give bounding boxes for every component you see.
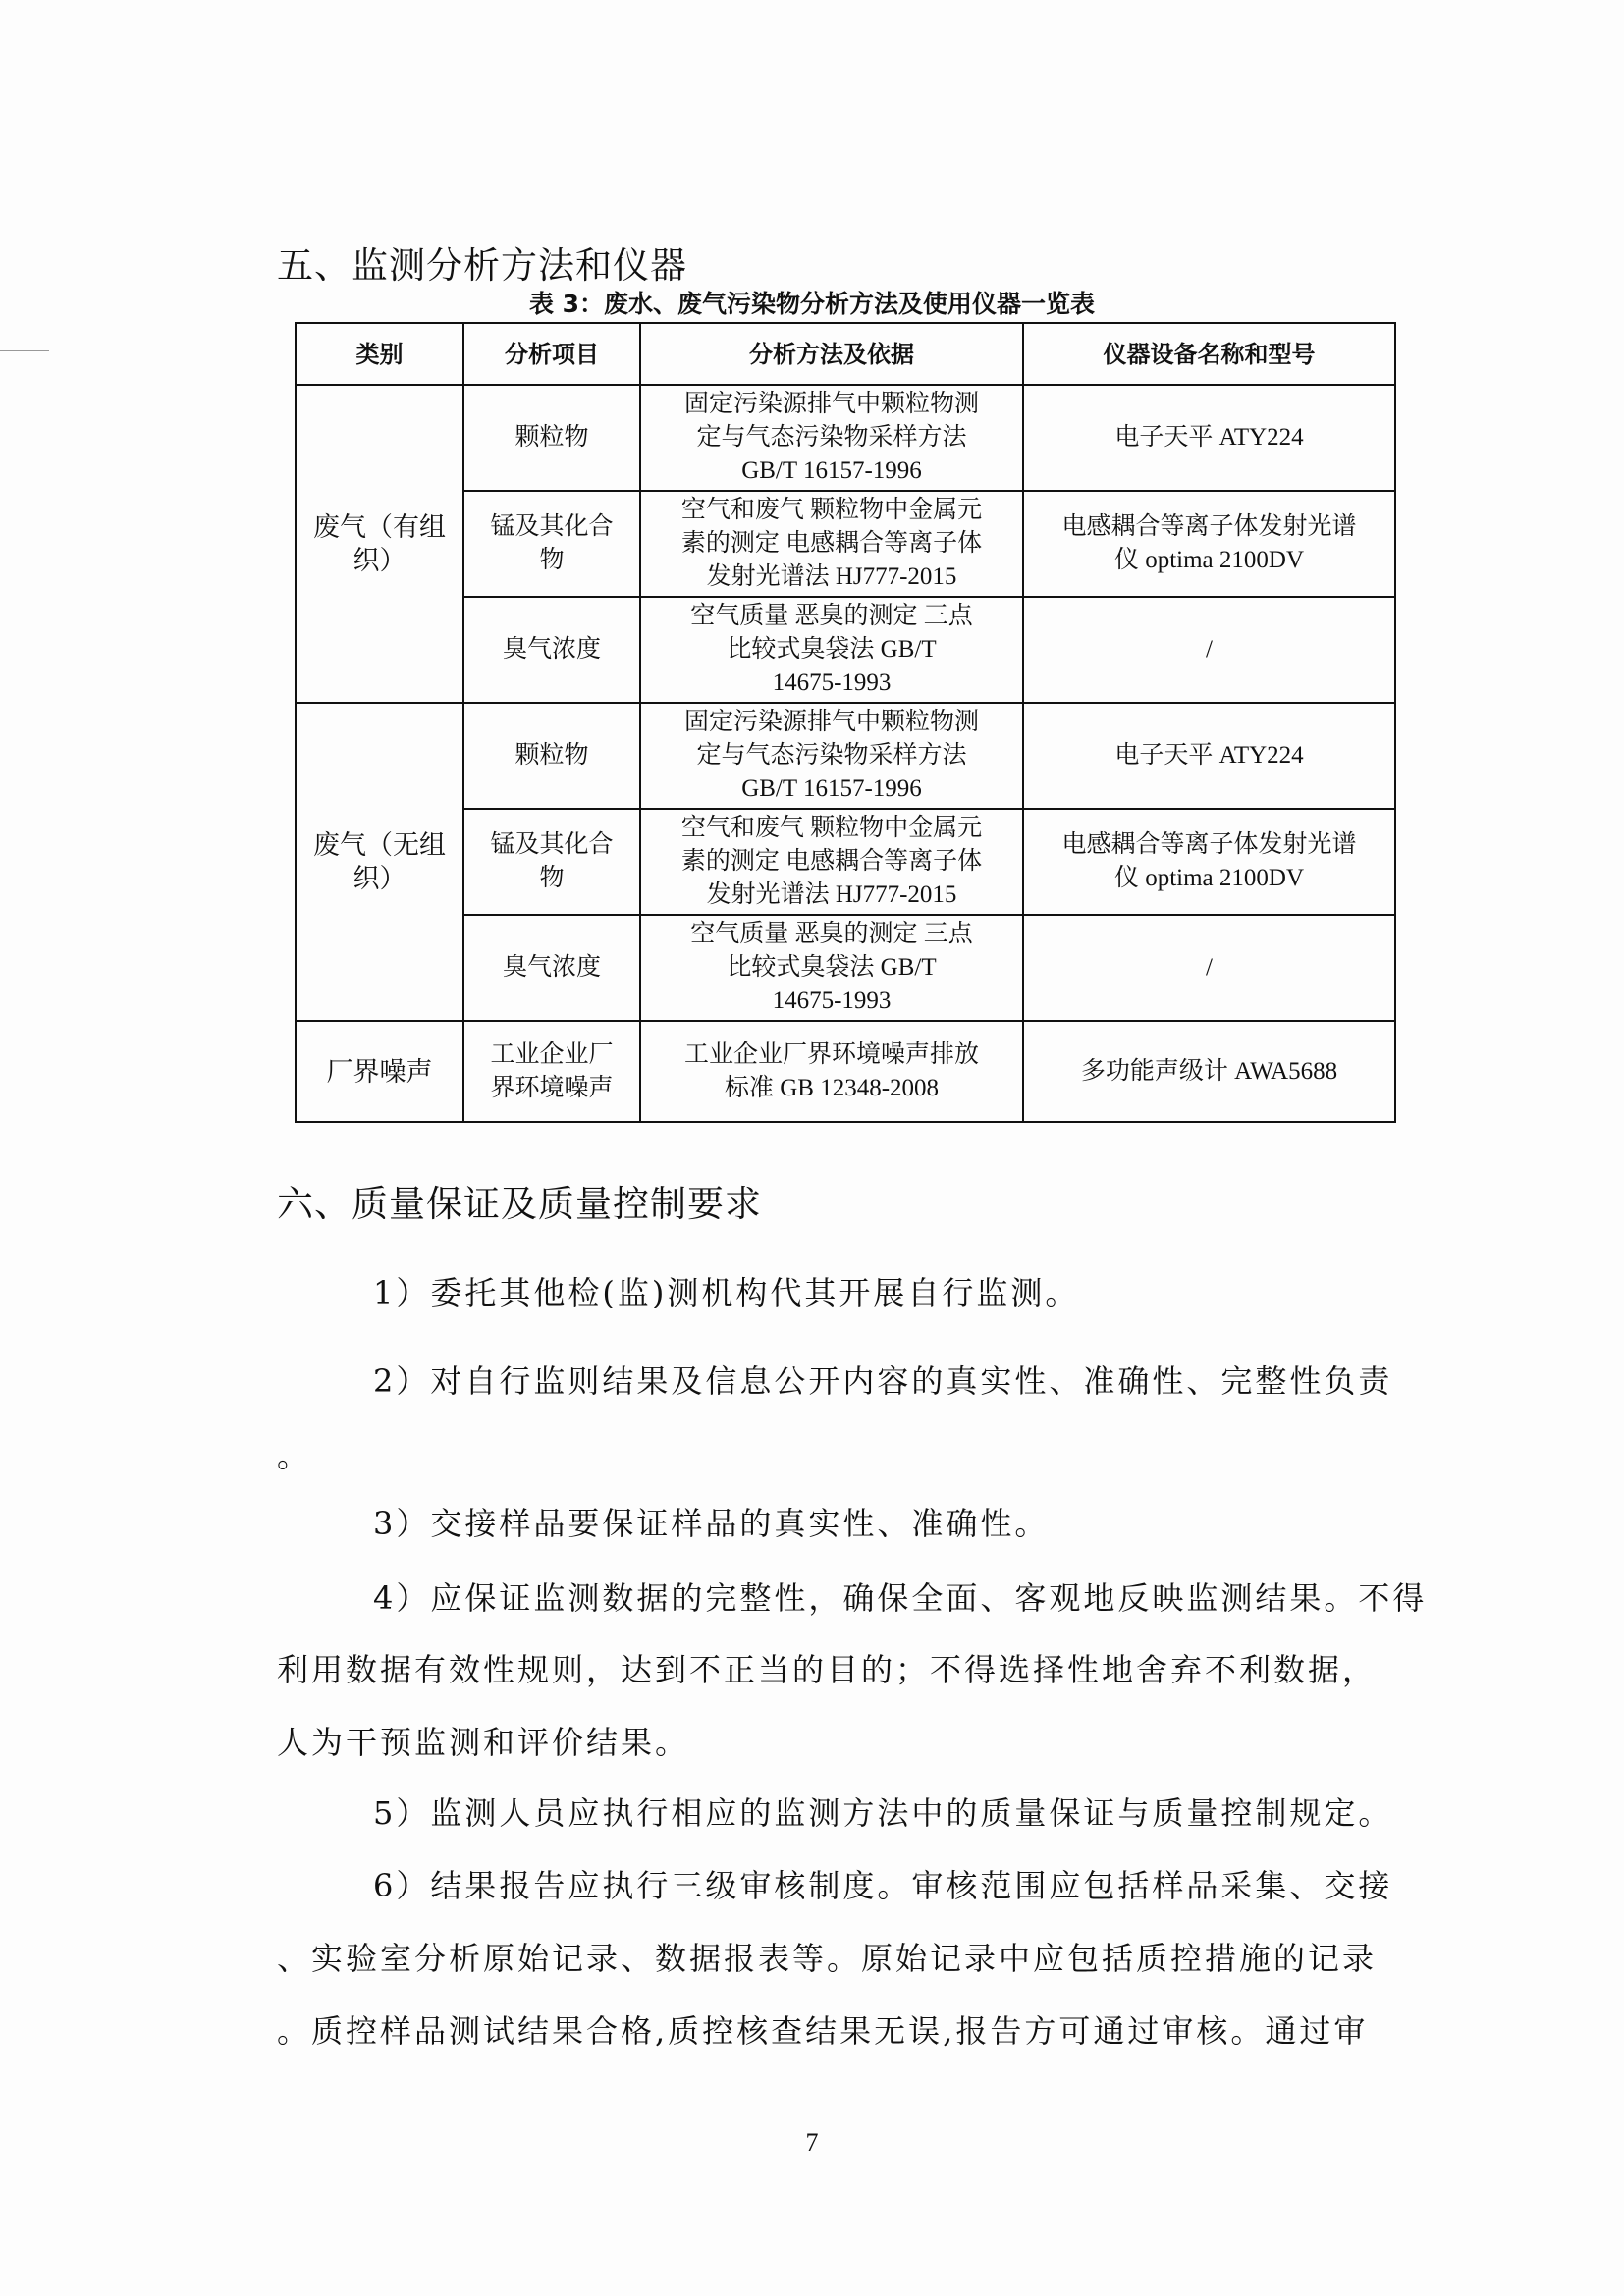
header-category: 类别	[296, 323, 463, 385]
paragraph-line: 。	[277, 1437, 312, 1474]
section-6-title: 六、质量保证及质量控制要求	[277, 1183, 762, 1225]
item-cell	[463, 1021, 640, 1122]
paragraph-line: 3）交接样品要保证样品的真实性、准确性。	[373, 1505, 1050, 1542]
method-cell-line: 比较式臭袋法 GB/T	[727, 954, 937, 981]
margin-mark	[0, 350, 49, 351]
category-cell	[296, 703, 463, 1021]
method-cell-line: 14675-1993	[772, 988, 892, 1014]
item-cell-line: 臭气浓度	[502, 954, 601, 981]
table-row	[296, 1021, 1395, 1122]
method-cell	[640, 809, 1023, 915]
method-cell-line: 比较式臭袋法 GB/T	[727, 636, 937, 663]
method-cell-line: GB/T 16157-1996	[741, 775, 922, 802]
instrument-cell	[1023, 491, 1395, 597]
method-cell-line: 14675-1993	[772, 669, 892, 696]
method-cell-line: 标准 GB 12348-2008	[724, 1074, 940, 1101]
method-cell-line: 素的测定 电感耦合等离子体	[680, 848, 983, 875]
method-cell-line: 素的测定 电感耦合等离子体	[680, 530, 983, 557]
item-cell-line: 工业企业厂	[490, 1041, 614, 1068]
method-cell-line: 工业企业厂界环境噪声排放	[683, 1041, 979, 1068]
category-cell	[296, 1021, 463, 1122]
instrument-cell	[1023, 809, 1395, 915]
table-row	[296, 703, 1395, 809]
method-cell	[640, 703, 1023, 809]
item-cell	[463, 597, 640, 703]
item-cell-line: 颗粒物	[514, 742, 589, 769]
item-cell	[463, 703, 640, 809]
header-method: 分析方法及依据	[640, 323, 1023, 385]
method-cell	[640, 915, 1023, 1021]
instrument-cell-line: 电感耦合等离子体发射光谱	[1061, 513, 1357, 540]
method-cell-line: 空气和废气 颗粒物中金属元	[680, 815, 983, 841]
category-cell-line: 厂界噪声	[326, 1056, 433, 1087]
method-cell	[640, 597, 1023, 703]
item-cell	[463, 491, 640, 597]
table-header-row	[296, 323, 1395, 385]
item-cell-line: 锰及其化合	[490, 513, 614, 540]
item-cell-line: 物	[539, 865, 565, 891]
category-cell-line: 织）	[352, 864, 406, 893]
category-cell-line: 废气（无组	[313, 830, 446, 860]
instrument-cell-line: 仪 optima 2100DV	[1113, 547, 1305, 573]
paragraph-line: 4）应保证监测数据的完整性，确保全面、客观地反映监测结果。不得	[373, 1579, 1428, 1617]
item-cell	[463, 385, 640, 491]
paragraph-line: 1）委托其他检(监)测机构代其开展自行监测。	[373, 1274, 1080, 1311]
header-item: 分析项目	[463, 323, 640, 385]
item-cell	[463, 809, 640, 915]
method-cell-line: 固定污染源排气中颗粒物测	[683, 391, 979, 417]
method-cell-line: GB/T 16157-1996	[741, 457, 922, 484]
method-cell-line: 定与气态污染物采样方法	[696, 424, 967, 451]
paragraph-line: 。质控样品测试结果合格,质控核查结果无误,报告方可通过审核。通过审	[277, 2012, 1369, 2050]
instrument-cell-line: 电子天平 ATY224	[1114, 424, 1304, 451]
method-cell	[640, 1021, 1023, 1122]
method-cell-line: 定与气态污染物采样方法	[696, 742, 967, 769]
header-instrument: 仪器设备名称和型号	[1023, 323, 1395, 385]
instrument-cell-line: 仪 optima 2100DV	[1113, 865, 1305, 891]
instrument-cell-line: /	[1206, 954, 1213, 981]
item-cell-line: 界环境噪声	[490, 1074, 614, 1101]
method-cell-line: 固定污染源排气中颗粒物测	[683, 709, 979, 735]
item-cell-line: 颗粒物	[514, 424, 589, 451]
page-number: 7	[805, 2128, 819, 2157]
table-caption: 表 3：废水、废气污染物分析方法及使用仪器一览表	[528, 290, 1096, 318]
paragraph-line: 2）对自行监则结果及信息公开内容的真实性、准确性、完整性负责	[373, 1362, 1393, 1400]
instrument-cell	[1023, 597, 1395, 703]
instrument-cell	[1023, 385, 1395, 491]
method-cell-line: 空气质量 恶臭的测定 三点	[690, 921, 973, 947]
methods-table	[295, 322, 1396, 1123]
instrument-cell-line: 电感耦合等离子体发射光谱	[1061, 831, 1357, 858]
item-cell-line: 物	[539, 547, 565, 573]
method-cell	[640, 385, 1023, 491]
item-cell-line: 锰及其化合	[490, 831, 614, 858]
category-cell	[296, 385, 463, 703]
paragraph-line: 5）监测人员应执行相应的监测方法中的质量保证与质量控制规定。	[373, 1794, 1393, 1832]
category-cell-line: 废气（有组	[313, 512, 446, 542]
method-cell-line: 空气质量 恶臭的测定 三点	[690, 603, 973, 629]
instrument-cell-line: 电子天平 ATY224	[1114, 742, 1304, 769]
paragraph-line: 利用数据有效性规则，达到不正当的目的；不得选择性地舍弃不利数据，	[277, 1651, 1378, 1688]
method-cell	[640, 491, 1023, 597]
table-row	[296, 385, 1395, 491]
instrument-cell-line: /	[1206, 636, 1213, 663]
instrument-cell	[1023, 915, 1395, 1021]
method-cell-line: 空气和废气 颗粒物中金属元	[680, 497, 983, 523]
paragraph-line: 人为干预监测和评价结果。	[277, 1724, 690, 1761]
method-cell-line: 发射光谱法 HJ777-2015	[706, 563, 957, 590]
instrument-cell	[1023, 1021, 1395, 1122]
item-cell	[463, 915, 640, 1021]
category-cell-line: 织）	[352, 546, 406, 575]
table-body	[296, 385, 1395, 1122]
instrument-cell-line: 多功能声级计 AWA5688	[1080, 1057, 1338, 1085]
method-cell-line: 发射光谱法 HJ777-2015	[706, 881, 957, 908]
paragraph-line: 、实验室分析原始记录、数据报表等。原始记录中应包括质控措施的记录	[277, 1940, 1378, 1977]
section-5-title: 五、监测分析方法和仪器	[277, 244, 687, 287]
paragraph-line: 6）结果报告应执行三级审核制度。审核范围应包括样品采集、交接	[373, 1867, 1393, 1904]
instrument-cell	[1023, 703, 1395, 809]
item-cell-line: 臭气浓度	[502, 636, 601, 663]
